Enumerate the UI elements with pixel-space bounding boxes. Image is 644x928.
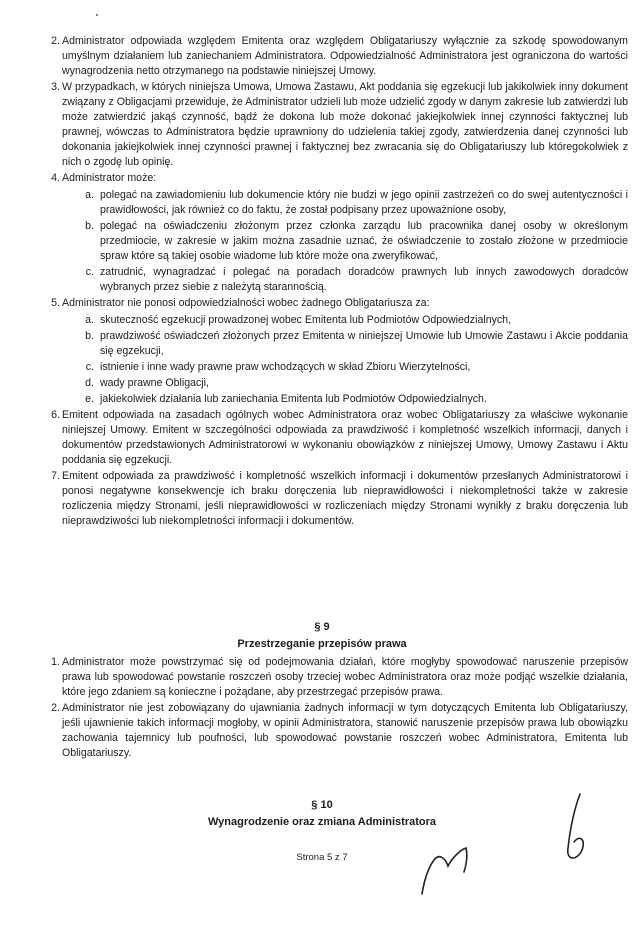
sub-item-text: istnienie i inne wady prawne praw wchodzących w skład Zbioru Wierzytelności, (100, 361, 471, 373)
section-title: Wynagrodzenie oraz zmiana Administratora (208, 816, 436, 828)
sub-item (62, 376, 628, 391)
sub-item-text: polegać na oświadczeniu złożonym przez członka zarządu lub pracownika danej osoby w określonym przedmiocie, w zakresie w jakim można zasadnie uznać, że oświadczenie to zostało złożone w przedmiocie spraw które są takiej osobie wiadome lub które może ona zweryfikować, (100, 220, 628, 262)
page-number: Strona 5 z 7 (296, 852, 348, 863)
section-number: § 9 (314, 621, 330, 633)
item-number: 5. (51, 297, 60, 309)
sub-item-text: prawdziwość oświadczeń złożonych przez Emitenta w niniejszej Umowie lub Umowie Zastawu i Akcie poddania się egzekucji, (100, 330, 628, 357)
sub-item-text: wady prawne Obligacji, (100, 377, 209, 389)
sub-item (62, 188, 628, 218)
item-text: Emitent odpowiada na zasadach ogólnych wobec Administratora oraz wobec Obligatariuszy za właściwe wykonanie niniejszej Umowy. Emitent w szczególności odpowiada za prawdziwość i kompletność wszelkich informacji, danych i dokumentów przedstawionych Administratorowi w wykonaniu obowiązków z niniejszej Umowy, Umowy Zastawu i Aktu poddania się egzekucji. (62, 409, 628, 466)
clause-list (20, 34, 628, 530)
sub-item-letter: c. (85, 266, 94, 278)
list-item (20, 80, 628, 170)
item-text: Emitent odpowiada za prawdziwość i kompletność wszelkich informacji i dokumentów przesłanych Administratorowi i ponosi negatywne konsekwencje ich braku doręczenia lub nieprawidłowości i niekompletności także w zakresie rozliczenia między Stronami, jeśli nieprawidłowości w rozliczeniach między Stronami wynikły z braku doręczenia lub nieprawdziwości lub niekompletności informacji i dokumentów. (62, 470, 628, 527)
list-item (20, 408, 628, 468)
scan-speck (96, 14, 98, 16)
item-text: Administrator odpowiada względem Emitenta oraz względem Obligatariuszy wyłącznie za szkodę spowodowanym umyślnym działaniem lub zaniechaniem Administratora. Odpowiedzialność Administratora jest ograniczona do wartości wynagrodzenia netto otrzymanego na podstawie niniejszej Umowy. (62, 35, 628, 77)
sub-item-letter: e. (85, 393, 94, 405)
list-item (20, 296, 628, 407)
sub-item-text: polegać na zawiadomieniu lub dokumencie który nie budzi w jego opinii zastrzeżeń co do swej autentyczności i prawidłowości, jak również co do faktu, że został podpisany przez upoważnione osoby, (100, 189, 628, 216)
section-9-list (20, 655, 628, 762)
signature-mark-left (416, 838, 476, 898)
sub-list (62, 188, 628, 295)
item-text: W przypadkach, w których niniejsza Umowa, Umowa Zastawu, Akt poddania się egzekucji lub jakikolwiek inny dokument związany z Obligacjami przewiduje, że Administrator udzieli lub może udzielić zgody w danym zakresie lub zatwierdzi lub może zatwierdzić jakąś czynność, bądź że dokona lub może dokonać jakiejkolwiek innej czynności faktycznej lub prawnej, wówczas to Administratora będzie uprawniony do udzielenia takiej zgody, zatwierdzenia danej czynności lub dokonania jakiejkolwiek innej czynności prawnej i faktycznej bez zwracania się do Obligatariuszy lub któregokolwiek z nich o zgodę lub opinię. (62, 81, 628, 168)
list-item (20, 34, 628, 79)
sub-item-text: jakiekolwiek działania lub zaniechania Emitenta lub Podmiotów Odpowiedzialnych. (100, 393, 487, 405)
sub-item-text: skuteczność egzekucji prowadzonej wobec Emitenta lub Podmiotów Odpowiedzialnych, (100, 314, 512, 326)
sub-item-letter: a. (85, 314, 94, 326)
item-text: Administrator może: (62, 172, 157, 184)
item-text: Administrator nie ponosi odpowiedzialności wobec żadnego Obligatariusza za: (62, 297, 430, 309)
item-number: 7. (51, 470, 60, 482)
list-item (20, 655, 628, 700)
list-item (20, 469, 628, 529)
list-item (20, 171, 628, 295)
sub-item-letter: a. (85, 189, 94, 201)
sub-item-text: zatrudnić, wynagradzać i polegać na poradach doradców prawnych lub innych zawodowych doradców wybranych przez siebie z należytą starannością. (100, 266, 628, 293)
item-text: Administrator nie jest zobowiązany do ujawniania żadnych informacji w tym dotyczących Emitenta lub Obligatariuszy, jeśli ujawnienie takich informacji mogłoby, w opinii Administratora, stanowić naruszenie przepisów prawa lub obowiązku zachowania tajemnicy lub poufności, lub spowodować powstanie roszczeń wobec Administratora, Emitenta lub Obligatariuszy. (62, 702, 628, 759)
sub-list (62, 313, 628, 407)
item-number: 2. (51, 35, 60, 47)
sub-item (62, 392, 628, 407)
item-number: 2. (51, 702, 60, 714)
section-title: Przestrzeganie przepisów prawa (237, 638, 407, 650)
item-text: Administrator może powstrzymać się od podejmowania działań, które mogłyby spowodować naruszenie przepisów prawa lub spowodować powstanie roszczeń osoby trzeciej wobec Administratora oraz może podjąć wszelkie działania, które jego zdaniem są konieczne i pożądane, aby przestrzegać przepisów prawa. (62, 656, 628, 698)
sub-item-letter: b. (85, 330, 94, 342)
sub-item (62, 219, 628, 264)
sub-item (62, 360, 628, 375)
sub-item-letter: d. (85, 377, 94, 389)
item-number: 4. (51, 172, 60, 184)
sub-item-letter: b. (85, 220, 94, 232)
item-number: 3. (51, 81, 60, 93)
sub-item (62, 265, 628, 295)
sub-item-letter: c. (85, 361, 94, 373)
signature-mark-right (560, 790, 600, 870)
item-number: 1. (51, 656, 60, 668)
sub-item (62, 313, 628, 328)
sub-item (62, 329, 628, 359)
section-number: § 10 (311, 799, 333, 811)
list-item (20, 701, 628, 761)
item-number: 6. (51, 409, 60, 421)
